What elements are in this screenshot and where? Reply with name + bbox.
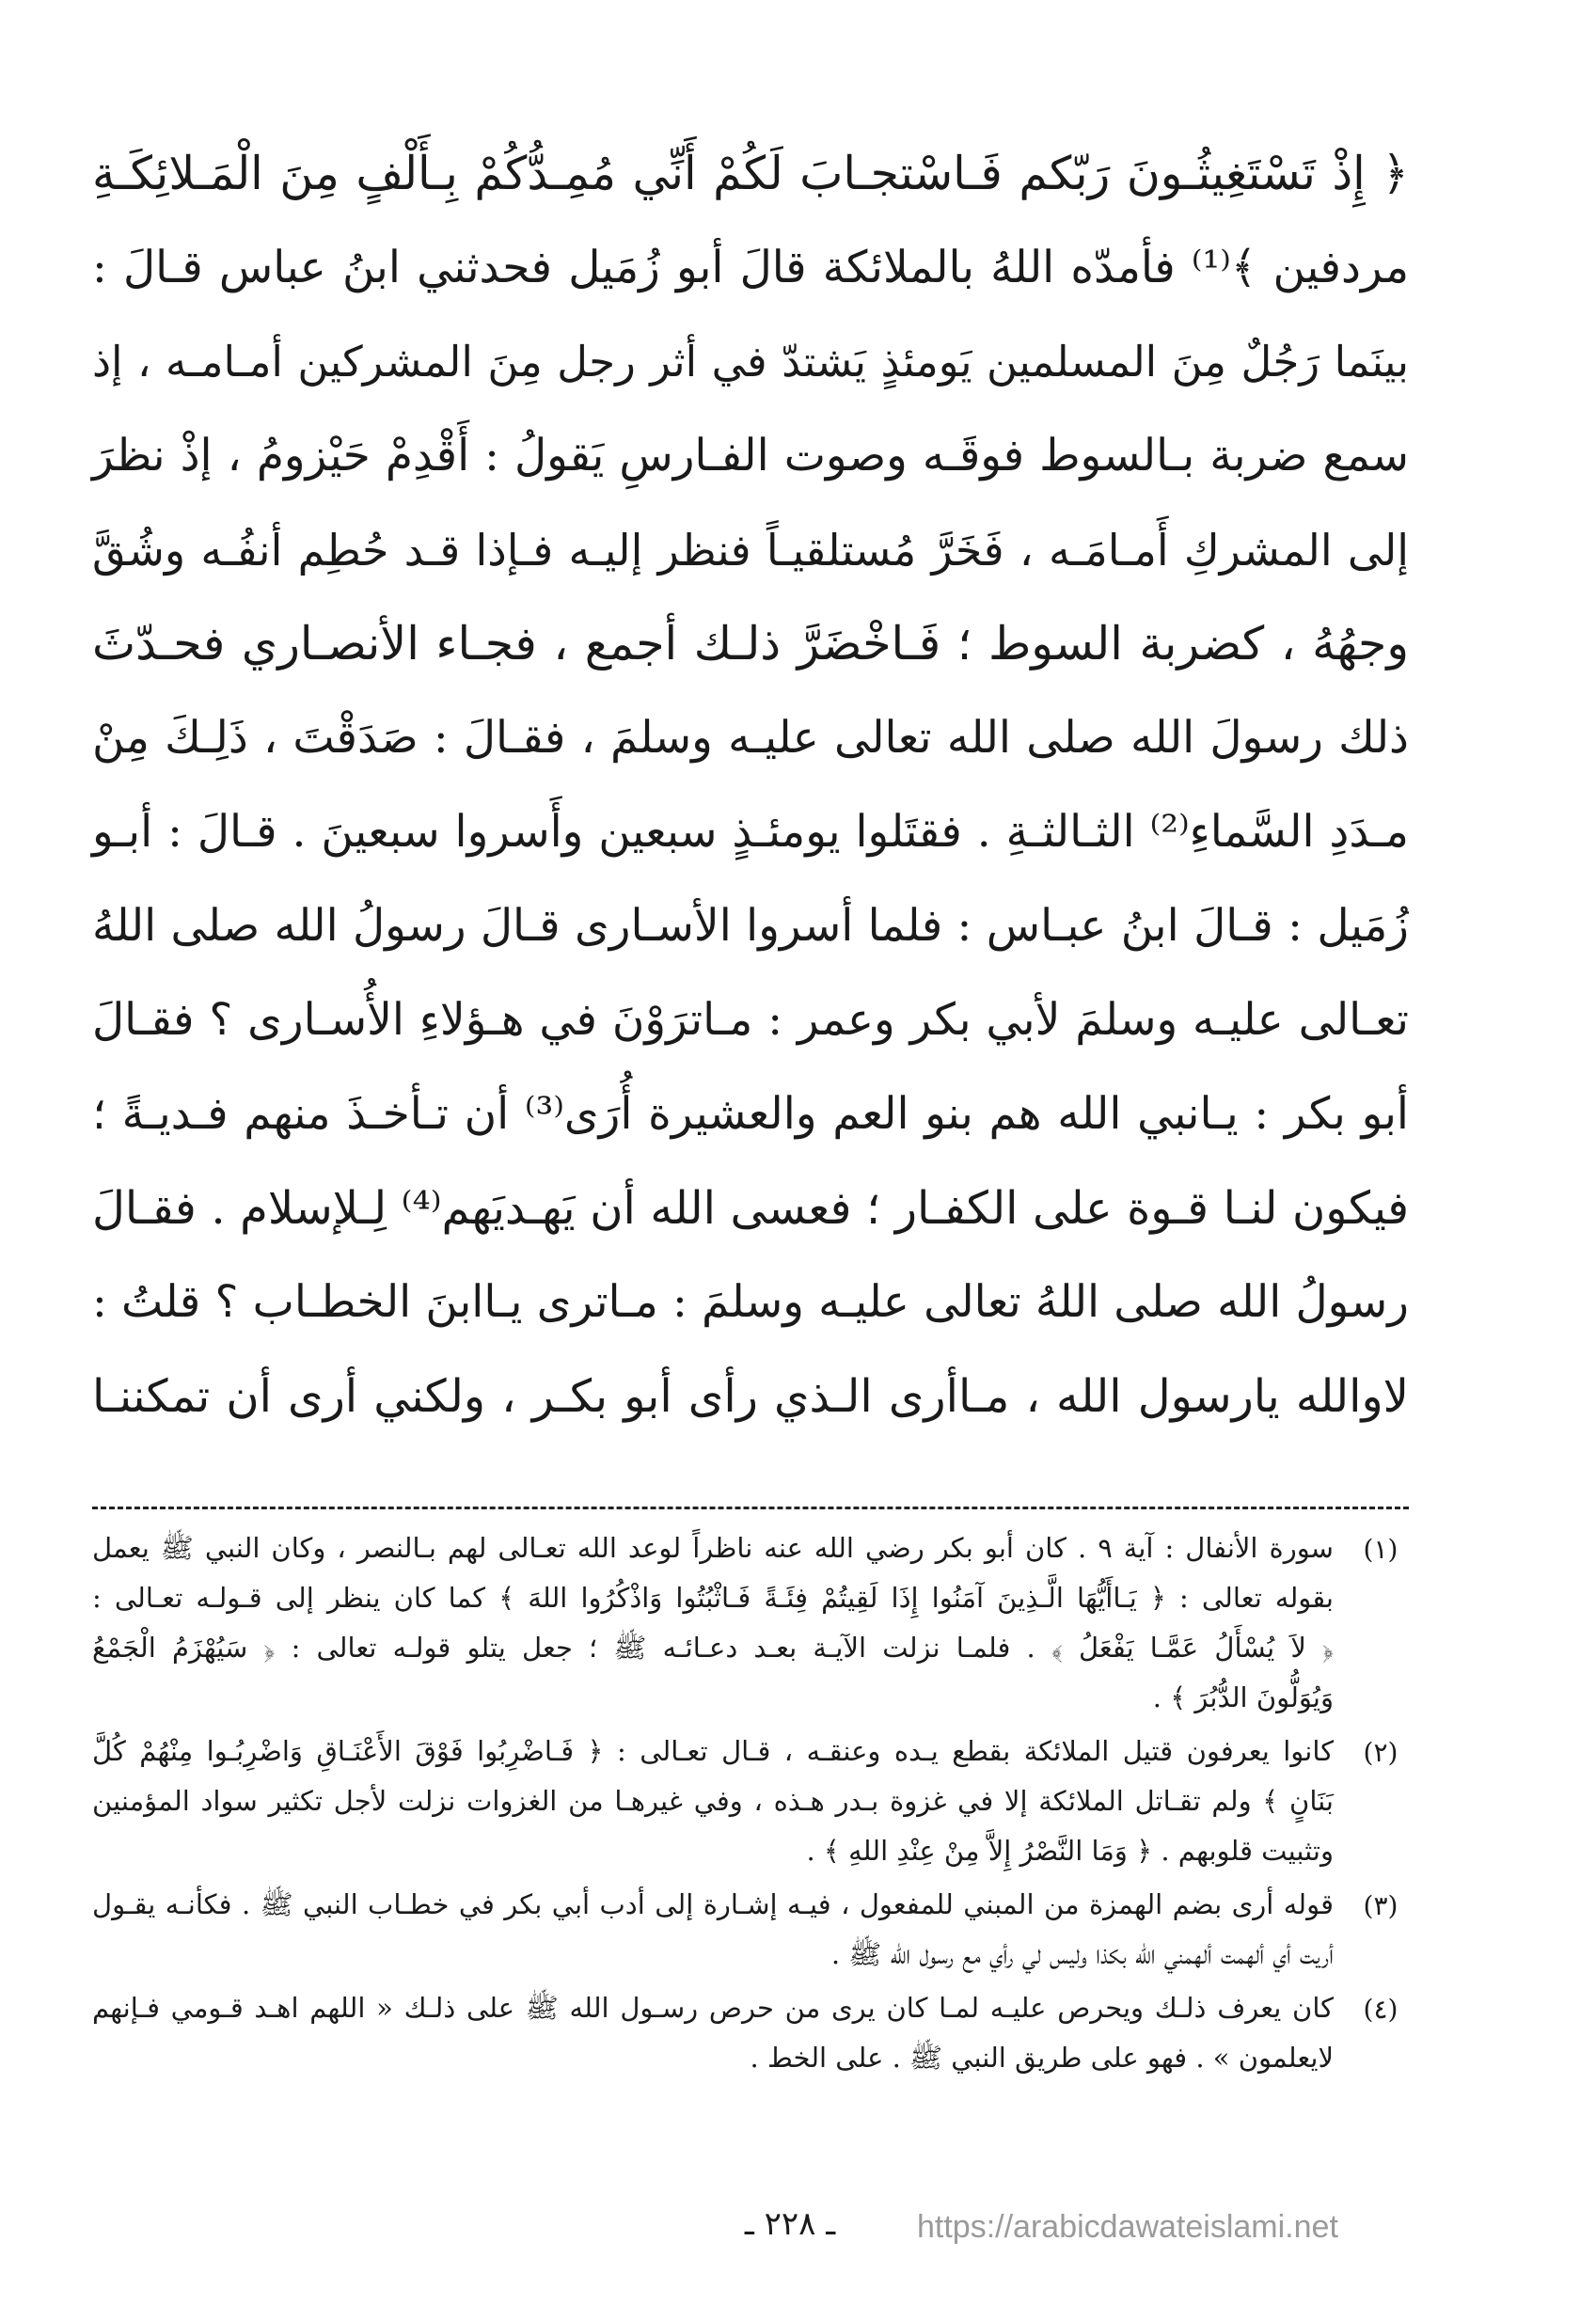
footnote-1 bbox=[92, 1523, 1409, 1723]
footnote-2 bbox=[92, 1727, 1409, 1876]
footnote-body bbox=[92, 1880, 1334, 1980]
footnote-line: ﴿ لاَ يُسْأَلُ عَمَّـا يَفْعَلُ ﴾ . فلمـا نزلت الآيـة بعـد دعـائـه ﷺ ؛ جعل يتلو قولـه تعالى : ﴿ سَيُهْزَمُ الْجَمْعُ bbox=[92, 1632, 1334, 1664]
footnote-number: (٢) bbox=[1363, 1737, 1398, 1768]
footnote-line: سورة الأنفال : آية ٩ . كان أبو بكر رضي الله عنه ناظراً لوعد الله تعـالى لهم بـالنصر ، وكان النبي ﷺ يعمل bbox=[92, 1532, 1334, 1564]
main-text-line: مـدَدِ السَّماءِ⁽²⁾ الثـالثـةِ . فقتَلوا يومئـذٍ سبعين وأَسروا سبعينَ . قـالَ : أبـو bbox=[92, 806, 1409, 858]
main-text-line: سمع ضربة بـالسوط فوقَـه وصوت الفـارسِ يَقولُ : أَقْدِمْ حَيْزومُ ، إذْ نظرَ bbox=[92, 430, 1409, 481]
footnote-line: وَيُوَلُّونَ الدُّبُرَ ﴾ . bbox=[1152, 1681, 1334, 1713]
footnote-number: (١) bbox=[1363, 1534, 1398, 1565]
footnote-number: (٣) bbox=[1363, 1890, 1398, 1921]
main-text-line: لاوالله يارسول الله ، مـاأرى الـذي رأى أبو بكـر ، ولكني أرى أن تمكننـا bbox=[92, 1370, 1409, 1423]
footnotes bbox=[92, 1523, 1409, 2087]
footnote-line: بقوله تعالى : ﴿ يَـاأَيُّهَا الَّـذِينَ آمَنُوا إِذَا لَقِيتُمْ فِئَـةً فَـاثْبُتُوا وَاذْكُرُوا اللهَ ﴾ كما كان ينظر إلى قـولـه تعـالى : bbox=[92, 1582, 1334, 1614]
page-number: ـ ٢٢٨ ـ bbox=[744, 2205, 836, 2243]
main-text-line: مردفين ﴾⁽¹⁾ فأمدّه اللهُ بالملائكة قالَ أبو زُمَيل فحدثني ابنُ عباس قـالَ : bbox=[92, 242, 1409, 293]
footnote-line: بَنَانٍ ﴾ ولم تقـاتل الملائكة إلا في غزوة بـدر هـذه ، وفي غيرهـا من الغزوات نزلت لأجل تكثير سواد المؤمنين bbox=[92, 1785, 1334, 1817]
watermark-url: https://arabicdawateislami.net bbox=[917, 2209, 1338, 2245]
footnote-body bbox=[92, 1727, 1334, 1876]
footnote-line: لايعلمون » . فهو على طريق النبي ﷺ . على الخط . bbox=[750, 2042, 1334, 2074]
main-text bbox=[92, 127, 1409, 1444]
footnote-line: كان يعرف ذلـك ويحرص عليـه لمـا كان يرى من حرص رسـول الله ﷺ على ذلـك « اللهم اهـد قـومي فـإنهم bbox=[92, 1992, 1334, 2024]
footnote-line: أريت أي ألهمت ألهمني الله بكذا وليس لي رأي مع رسول الله ﷺ . bbox=[830, 1938, 1334, 1970]
main-text-line: فيكون لنـا قـوة على الكفـار ؛ فعسى الله أن يَهـديَهم⁽⁴⁾ لِـلإسلام . فقـالَ bbox=[92, 1182, 1410, 1235]
main-text-line: رسولُ الله صلى اللهُ تعالى عليـه وسلمَ : مـاترى يـاابنَ الخطـاب ؟ قلتُ : bbox=[92, 1276, 1409, 1328]
footnote-3 bbox=[92, 1880, 1409, 1980]
main-text-line: بينَما رَجُلٌ مِنَ المسلمين يَومئذٍ يَشتدّ في أثر رجل مِنَ المشركين أمـامـه ، إذ bbox=[92, 337, 1409, 387]
footnote-number: (٤) bbox=[1363, 1994, 1398, 2025]
footnote-line: قوله أرى بضم الهمزة من المبني للمفعول ، فيـه إشـارة إلى أدب أبي بكر في خطـاب النبي ﷺ . فكأنـه يقـول bbox=[92, 1888, 1334, 1920]
main-text-line: أبو بكر : يـانبي الله هم بنو العم والعشيرة أُرَى⁽³⁾ أن تـأخـذَ منهم فـديـةً ؛ bbox=[92, 1088, 1409, 1140]
footnote-line: وتثبيت قلوبهم . ﴿ وَمَا النَّصْرُ إِلاَّ مِنْ عِنْدِ اللهِ ﴾ . bbox=[806, 1835, 1334, 1867]
footnote-separator bbox=[92, 1507, 1409, 1509]
main-text-line: ذلك رسولَ الله صلى الله تعالى عليـه وسلمَ ، فقـالَ : صَدَقْتَ ، ذَلِـكَ مِنْ bbox=[92, 712, 1409, 764]
footnote-line: كانوا يعرفون قتيل الملائكة بقطع يـده وعنقـه ، قـال تعـالى : ﴿ فَـاضْرِبُوا فَوْقَ الأَعْنَـاقِ وَاضْرِبُـوا مِنْهُمْ كُلَّ bbox=[92, 1735, 1334, 1767]
main-text-line: تعـالى عليـه وسلمَ لأبي بكر وعمر : مـاترَوْنَ في هـؤلاءِ الأُسـارى ؟ فقـالَ bbox=[92, 994, 1409, 1046]
main-text-line: زُمَيل : قـالَ ابنُ عبـاس : فلما أسروا الأسـارى قـالَ رسولُ الله صلى اللهُ bbox=[92, 900, 1409, 952]
footnote-body bbox=[92, 1523, 1334, 1723]
footnote-body bbox=[92, 1983, 1334, 2083]
main-text-line: وجهُهُ ، كضربة السوط ؛ فَـاخْضَرَّ ذلـك أجمع ، فجـاء الأنصـاري فحـدّثَ bbox=[92, 617, 1409, 671]
main-text-line: ﴿ إِذْ تَسْتَغِيثُـونَ رَبّكم فَـاسْتجـابَ لَكُمْ أَنِّي مُمِـدُّكُمْ بِـأَلْفٍ مِنَ الْمَـلائِكَـةِ bbox=[92, 147, 1409, 200]
main-text-line: إلى المشركِ أَمـامَـه ، فَخَرَّ مُستلقيـاً فنظر إليـه فـإذا قـد حُطِم أنفُـه وشُقَّ bbox=[92, 525, 1409, 576]
footnote-4 bbox=[92, 1983, 1409, 2083]
